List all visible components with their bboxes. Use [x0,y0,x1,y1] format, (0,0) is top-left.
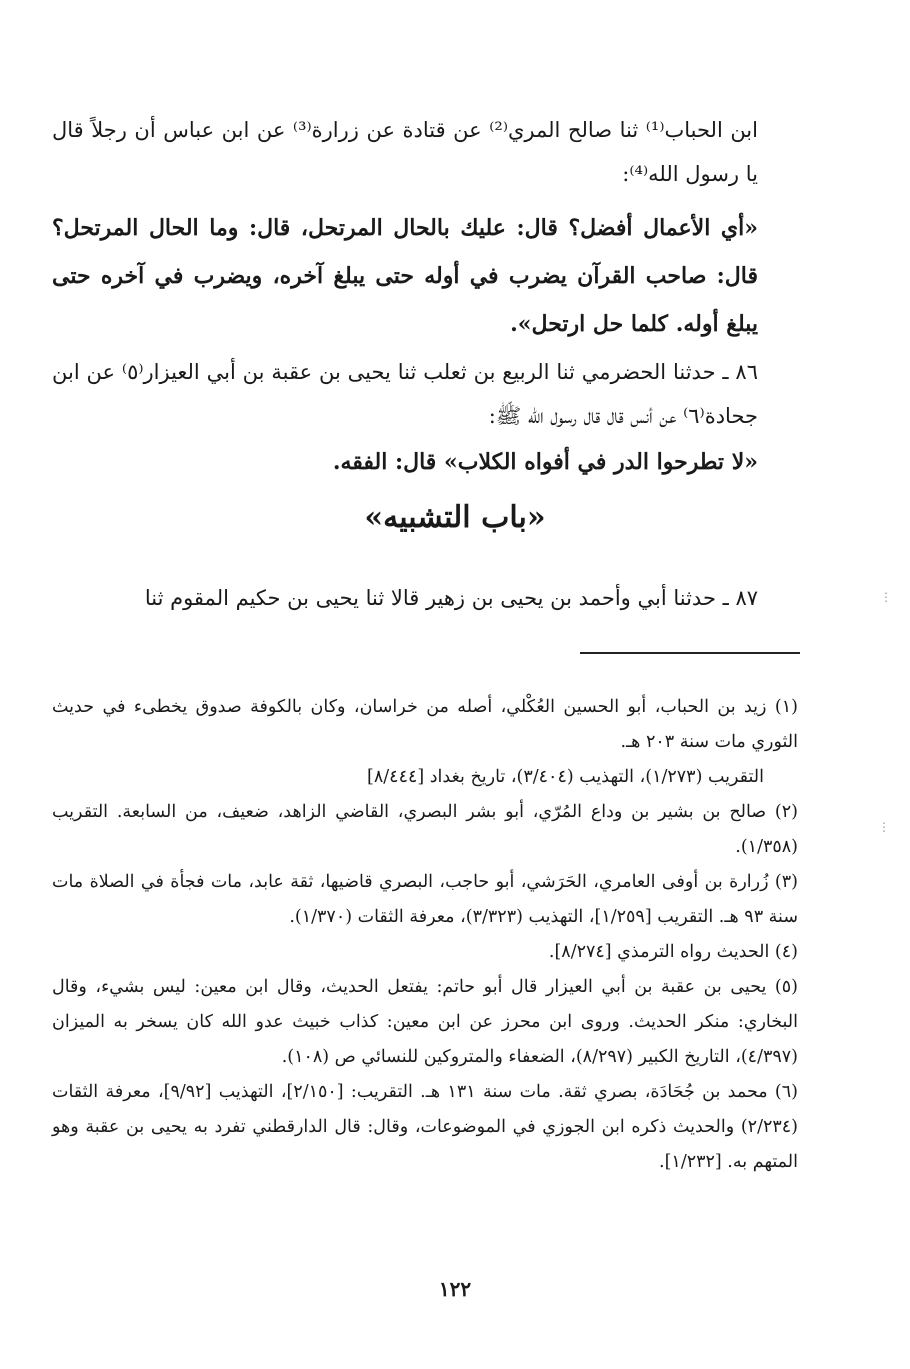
footnote-2: (٢) صالح بن بشير بن وداع المُرّي، أبو بشر البصري، القاضي الزاهد، ضعيف، من السابعة. التقريب (١/٣٥٨). [52,802,798,857]
scan-margin-mark: ⋮ [880,590,892,604]
hadith-text-1: «أي الأعمال أفضل؟ قال: عليك بالحال المرتحل، قال: وما الحال المرتحل؟ قال: صاحب القرآن يضرب في أوله حتى يبلغ آخره، ويضرب في آخره حتى يبلغ أوله. كلما حل ارتحل». [52,215,758,337]
footnote-divider [580,652,800,654]
hadith-87-isnad: ٨٧ ـ حدثنا أبي وأحمد بن يحيى بن زهير قالا ثنا يحيى بن حكيم المقوم ثنا [144,586,758,610]
footnote-6: (٦) محمد بن جُحَادَة، بصري ثقة. مات سنة ١٣١ هـ. التقريب: [٢/١٥٠]، التهذيب [٩/٩٢]، معرفة الثقات (٢/٢٣٤) والحديث ذكره ابن الجوزي في الموضوعات، وقال: قال الدارقطني تفرد به يحيى بن عقبة وهو المتهم به. [١/٢٣٢]. [52,1082,798,1172]
chapter-heading: «باب التشبيه» [364,500,546,535]
body-paragraph-1: ابن الحباب⁽¹⁾ ثنا صالح المري⁽²⁾ عن قتادة عن زرارة⁽³⁾ عن ابن عباس أن رجلاً قال يا رسول الله⁽⁴⁾: [52,118,758,186]
hadith-text-2: «لا تطرحوا الدر في أفواه الكلاب» قال: الفقه. [332,449,758,475]
footnote-3: (٣) زُرارة بن أوفى العامري، الحَرَشي، أبو حاجب، البصري قاضيها، ثقة عابد، مات فجأة في الصلاة مات سنة ٩٣ هـ. التقريب [١/٢٥٩]، التهذيب (٣/٣٢٣)، معرفة الثقات (١/٣٧٠). [52,872,798,927]
footnote-1-sources: التقريب (١/٢٧٣)، التهذيب (٣/٤٠٤)، تاريخ بغداد [٨/٤٤٤] [367,767,764,787]
footnote-5: (٥) يحيى بن عقبة بن أبي العيزار قال أبو حاتم: يفتعل الحديث، وقال ابن معين: ليس بشيء، وقال البخاري: منكر الحديث. وروى ابن محرز عن ابن معين: كذاب خبيث عدو الله كان يسخر به الميزان (٤/٣٩٧)، التاريخ الكبير (٨/٢٩٧)، الضعفاء والمتروكين للنسائي ص (١٠٨). [52,977,798,1067]
scan-margin-mark: ⋮ [878,820,890,834]
footnote-1: (١) زيد بن الحباب، أبو الحسين العُكْلي، أصله من خراسان، وكان بالكوفة صدوق يخطىء في حديث الثوري مات سنة ٢٠٣ هـ. [52,697,798,752]
footnotes [52,690,798,1180]
page-number: ١٢٢ [438,1277,472,1301]
footnote-4: (٤) الحديث رواه الترمذي [٨/٢٧٤]. [548,942,798,962]
hadith-86-isnad: ٨٦ ـ حدثنا الحضرمي ثنا الربيع بن ثعلب ثنا يحيى بن عقبة بن أبي العيزار⁽٥⁾ عن ابن جحادة⁽٦⁾ عن أنس قال قال رسول الله ﷺ: [52,360,758,428]
